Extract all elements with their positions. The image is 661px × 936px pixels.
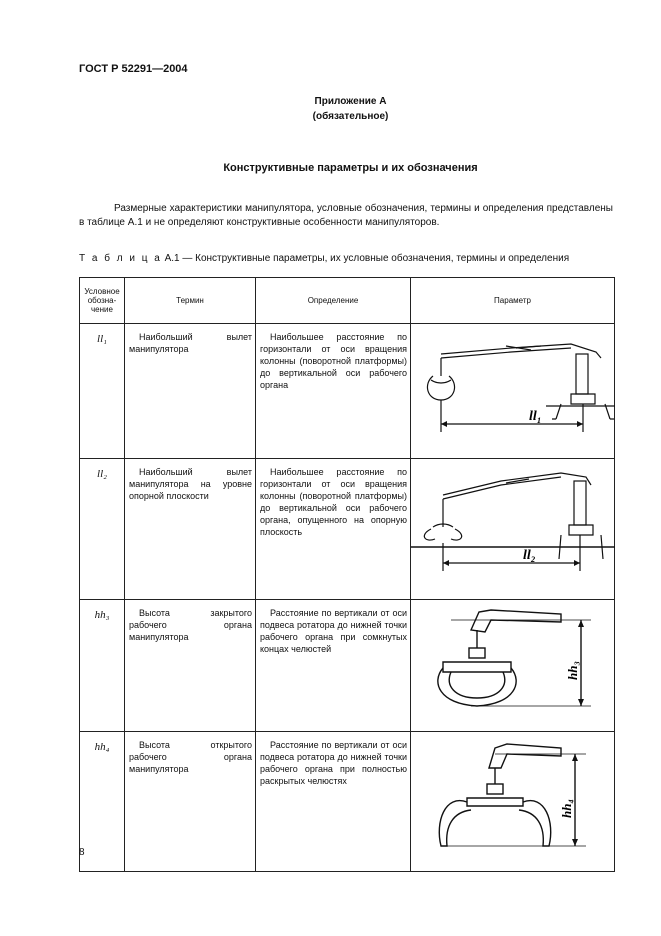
parameters-table xyxy=(79,277,615,872)
row-parameter xyxy=(411,600,615,732)
row-parameter xyxy=(411,732,615,872)
row-term: Наибольший вылет манипулятора xyxy=(125,324,256,459)
row-definition: Расстояние по вертикали от оси подвеса ротатора до нижней точки рабочего органа при сомкнутых концах челюстей xyxy=(256,600,411,732)
row-term: Наибольший вылет манипулятора на уровне опорной плоскости xyxy=(125,459,256,600)
header-parameter: Параметр xyxy=(411,278,615,324)
row-symbol: ll₂ xyxy=(80,459,125,600)
intro-paragraph: Размерные характеристики манипулятора, условные обозначения, термины и определения представлены в таблице А.1 и не определяют конструктивные особенности манипуляторов. xyxy=(79,203,613,228)
row-definition: Наибольшее расстояние по горизонтали от оси вращения колонны (поворотной платформы) до вертикальной оси рабочего органа xyxy=(256,324,411,459)
dimension-label: hh₃ xyxy=(565,661,580,680)
dimension-label: ll₁ xyxy=(529,409,542,424)
crane-ground-reach-diagram xyxy=(411,459,615,590)
page-number: 8 xyxy=(79,847,85,858)
row-parameter xyxy=(411,324,615,459)
row-definition: Наибольшее расстояние по горизонтали от оси вращения колонны (поворотной платформы) до вертикальной оси рабочего органа, опущенного на опорную плоскость xyxy=(256,459,411,600)
standard-code: ГОСТ Р 52291—2004 xyxy=(79,63,188,75)
header-symbol: Условное обозна-чение xyxy=(80,278,125,324)
row-symbol: hh₃ xyxy=(80,600,125,732)
annex-title: Приложение А xyxy=(314,96,387,107)
header-term: Термин xyxy=(125,278,256,324)
table-header-row xyxy=(80,278,615,324)
table-row xyxy=(80,459,615,600)
closed-grapple-diagram xyxy=(411,600,615,722)
row-term: Высота закрытого рабочего органа манипулятора xyxy=(125,600,256,732)
table-row xyxy=(80,732,615,872)
dimension-label: ll₂ xyxy=(523,548,536,563)
annex-status: (обязательное) xyxy=(312,111,389,122)
row-symbol: ll₁ xyxy=(80,324,125,459)
row-parameter xyxy=(411,459,615,600)
row-symbol: hh₄ xyxy=(80,732,125,872)
table-row xyxy=(80,324,615,459)
table-caption-prefix: Т а б л и ц а xyxy=(79,253,162,264)
header-definition: Определение xyxy=(256,278,411,324)
row-term: Высота открытого рабочего органа манипулятора xyxy=(125,732,256,872)
table-caption xyxy=(79,253,569,264)
dimension-label: hh₄ xyxy=(559,799,574,818)
table-caption-text: А.1 — Конструктивные параметры, их условные обозначения, термины и определения xyxy=(164,253,570,264)
table-row xyxy=(80,600,615,732)
row-definition: Расстояние по вертикали от оси подвеса ротатора до нижней точки рабочего органа при полностью раскрытых челюстях xyxy=(256,732,411,872)
open-grapple-diagram xyxy=(411,732,615,862)
section-title: Конструктивные параметры и их обозначения xyxy=(223,162,478,174)
crane-reach-diagram xyxy=(411,324,615,449)
